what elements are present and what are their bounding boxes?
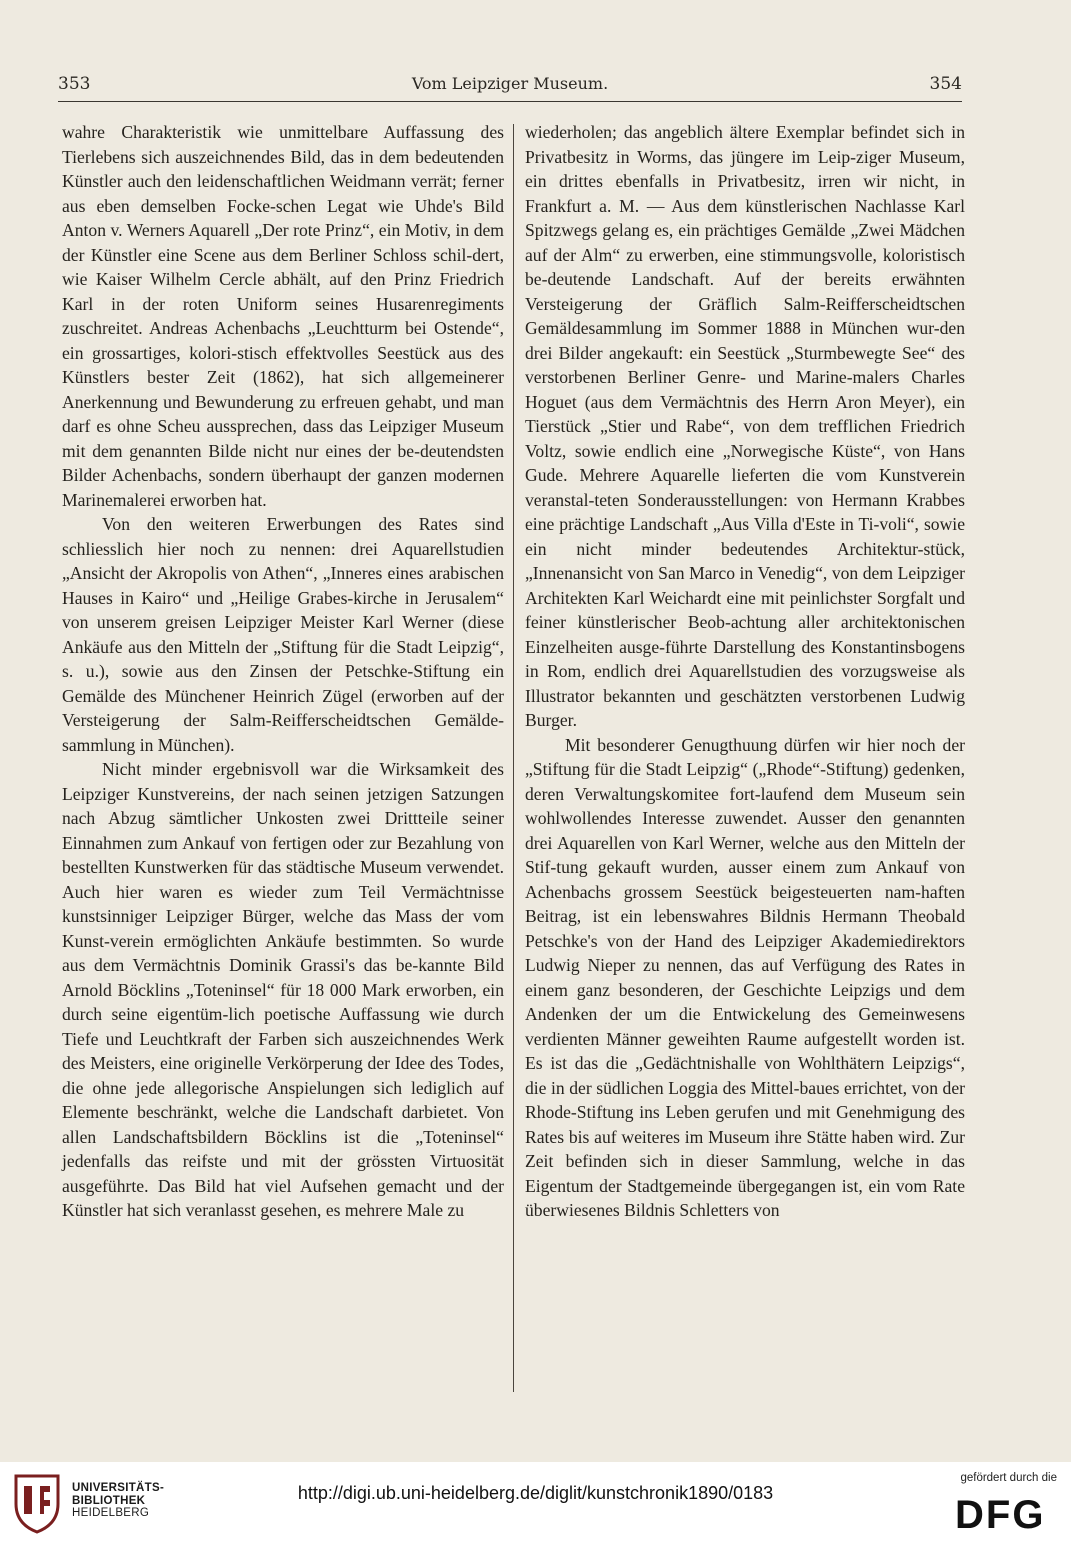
left-paragraph-2: Von den weiteren Erwerbungen des Rates sind schliesslich hier noch zu nennen: drei Aquarellstudien „Ansicht der Akropolis von Athen“, „Inneres eines arabischen Hauses in Kairo“ und „Heilige Grabes-kirche in Jerusalem“ von unserem greisen Leipziger Meister Karl Werner (diese Ankäufe aus den Mitteln der „Stiftung für die Stadt Leipzig“, s. u.), sowie aus den Zinsen der Petschke-Stiftung ein Gemälde des Münchener Heinrich Zügel (erworben auf der Versteigerung der Salm-Reifferscheidtschen Gemälde-sammlung in München).: [62, 514, 504, 755]
left-paragraph-1: wahre Charakteristik wie unmittelbare Auffassung des Tierlebens sich auszeichnendes Bild, das in dem bedeutenden Künstler auch den leidenschaftlichen Weidmann verrät; ferner aus eben demselben Focke-schen Legat wie Uhde's Bild Anton v. Werners Aquarell „Der rote Prinz“, ein Motiv, in dem der Künstler eine Scene aus dem Berliner Schloss schil-dert, wie Kaiser Wilhelm Cercle abhält, auf den Prinz Friedrich Karl in der roten Uniform seines Husarenregiments zuschreitet. Andreas Achenbachs „Leuchtturm bei Ostende“, ein grossartiges, kolori-stisch effektvolles Seestück aus des Künstlers bester Zeit (1862), hat sich allgemeinerer Anerkennung und Bewunderung zu erfreuen gehabt, und man darf es ohne Scheu aussprechen, dass das Leipziger Museum mit dem genannten Bilde nicht nur eines der be-deutendsten Bilder Achenbachs, sondern überhaupt der ganzen modernen Marinemalerei erworben hat.: [62, 122, 504, 510]
dfg-logo: [955, 1494, 1059, 1532]
running-title: Vom Leipziger Museum.: [411, 74, 609, 93]
right-paragraph-2: Mit besonderer Genugthuung dürfen wir hier noch der „Stiftung für die Stadt Leipzig“ („Rhode“-Stiftung) gedenken, deren Verwaltungskomitee fort-laufend dem Museum sein wohlwollendes Interesse zuwendet. Ausser den genannten drei Aquarellen von Karl Werner, welche aus den Mitteln der Stif-tung gekauft wurden, ausser einem zum Ankauf von Achenbachs grossem Seestück beigesteuerten nam-haften Beitrag, ist ein lebenswahres Bildnis Hermann Theobald Petschke's von der Hand des Leipziger Akademiedirektors Ludwig Nieper zu nennen, das auf Verfügung des Rates in einem ganz besonderen, der Geschichte Leipzigs und dem Andenken der um die Entwickelung des Gemeinwesens verdienten Männer geweihten Raume aufgestellt worden ist. Es ist das die „Gedächtnishalle von Wohlthätern Leipzigs“, die in der südlichen Loggia des Mittel-baues errichtet, von der Rhode-Stiftung ins Leben gerufen und mit Genehmigung des Rates bis auf weiteres im Museum ihre Stätte haben wird. Zur Zeit befinden sich in dieser Sammlung, welche in das Eigentum der Stadtgemeinde übergegangen ist, ein vom Rate überwiesenes Bildnis Schletters von: [525, 734, 965, 1220]
page-number-left: 353: [58, 74, 91, 94]
header-rule: [58, 101, 962, 102]
left-paragraph-3: Nicht minder ergebnisvoll war die Wirksamkeit des Leipziger Kunstvereins, der nach seinen jetzigen Satzungen nach Abzug sämtlicher Unkosten zwei Drittteile seiner Einnahmen zum Ankauf von fertigen oder zur Bezahlung von bestellten Kunstwerken für das städtische Museum verwendet. Auch hier waren es wieder zum Teil Vermächtnisse kunstsinniger Leipziger Bürger, welche das Mass der vom Kunst-verein ermöglichten Ankäufe bestimmten. So wurde aus dem Vermächtnis Dominik Grassi's das be-kannte Bild Arnold Böcklins „Toteninsel“ für 18 000 Mark erworben, ein durch seine eigentüm-lich poetische Auffassung wie durch Tiefe und Leuchtkraft der Farben sich auszeichnendes Werk des Meisters, eine originelle Verkörperung der Idee des Todes, die ohne jede allegorische Anspielungen sich lediglich auf Elemente beschränkt, welche die Landschaft darbietet. Von allen Landschaftsbildern Böcklins ist die „Toteninsel“ jedenfalls das reifste und mit der grössten Virtuosität ausgeführte. Das Bild hat viel Aufsehen gemacht und der Künstler hat sich veranlasst gesehen, es mehrere Male zu: [62, 759, 504, 1220]
library-name-line-1: UNIVERSITÄTS-: [72, 1482, 165, 1494]
right-paragraph-1: wiederholen; das angeblich ältere Exemplar befindet sich in Privatbesitz in Worms, das jüngere im Leip-ziger Museum, ein drittes ebenfalls in Privatbesitz, irren wir nicht, in Frankfurt a. M. — Aus dem künstlerischen Nachlasse Karl Spitzwegs gelang es, ein prächtiges Gemälde „Zwei Mädchen auf der Alm“ zu erwerben, eine stimmungsvolle, koloristisch be-deutende Landschaft. Auf der bereits erwähnten Versteigerung der Gräflich Salm-Reifferscheidtschen Gemäldesammlung im Sommer 1888 in München wur-den drei Bilder angekauft: ein Seestück „Sturmbewegte See“ des verstorbenen Berliner Genre- und Marine-malers Charles Hoguet (aus dem Vermächtnis des Herrn Aron Meyer), ein Tierstück „Stier und Rabe“, von dem trefflichen Friedrich Voltz, sowie endlich eine „Norwegische Küste“, von Hans Gude. Mehrere Aquarelle lieferten die vom Kunstverein veranstal-teten Sonderausstellungen: von Hermann Krabbes eine prächtige Landschaft „Aus Villa d'Este in Ti-voli“, sowie ein nicht minder bedeutendes Architektur-stück, „Innenansicht von San Marco in Venedig“, von dem Leipziger Architekten Karl Weichardt eine mit peinlichster Sorgfalt und feiner künstlerischer Beob-achtung aller architektonischen Einzelheiten ausge-führte Darstellung des Konstantinsbogens in Rom, endlich drei Aquarellstudien des vorzugsweise als Illustrator bekannten und geschätzten verstorbenen Ludwig Burger.: [525, 122, 965, 730]
page-number-right: 354: [929, 74, 962, 94]
column-divider: [513, 124, 514, 1392]
permalink-url[interactable]: http://digi.ub.uni-heidelberg.de/diglit/kunstchronik1890/0183: [297, 1483, 774, 1503]
library-name-line-2: BIBLIOTHEK: [72, 1494, 146, 1507]
left-column: [62, 120, 504, 1223]
dfg-logo-text: DFG: [955, 1494, 1046, 1532]
library-name-line-3: HEIDELBERG: [72, 1507, 150, 1519]
right-column: [525, 120, 965, 1223]
page-header: [58, 74, 962, 100]
funding-caption: gefördert durch die: [960, 1472, 1057, 1484]
